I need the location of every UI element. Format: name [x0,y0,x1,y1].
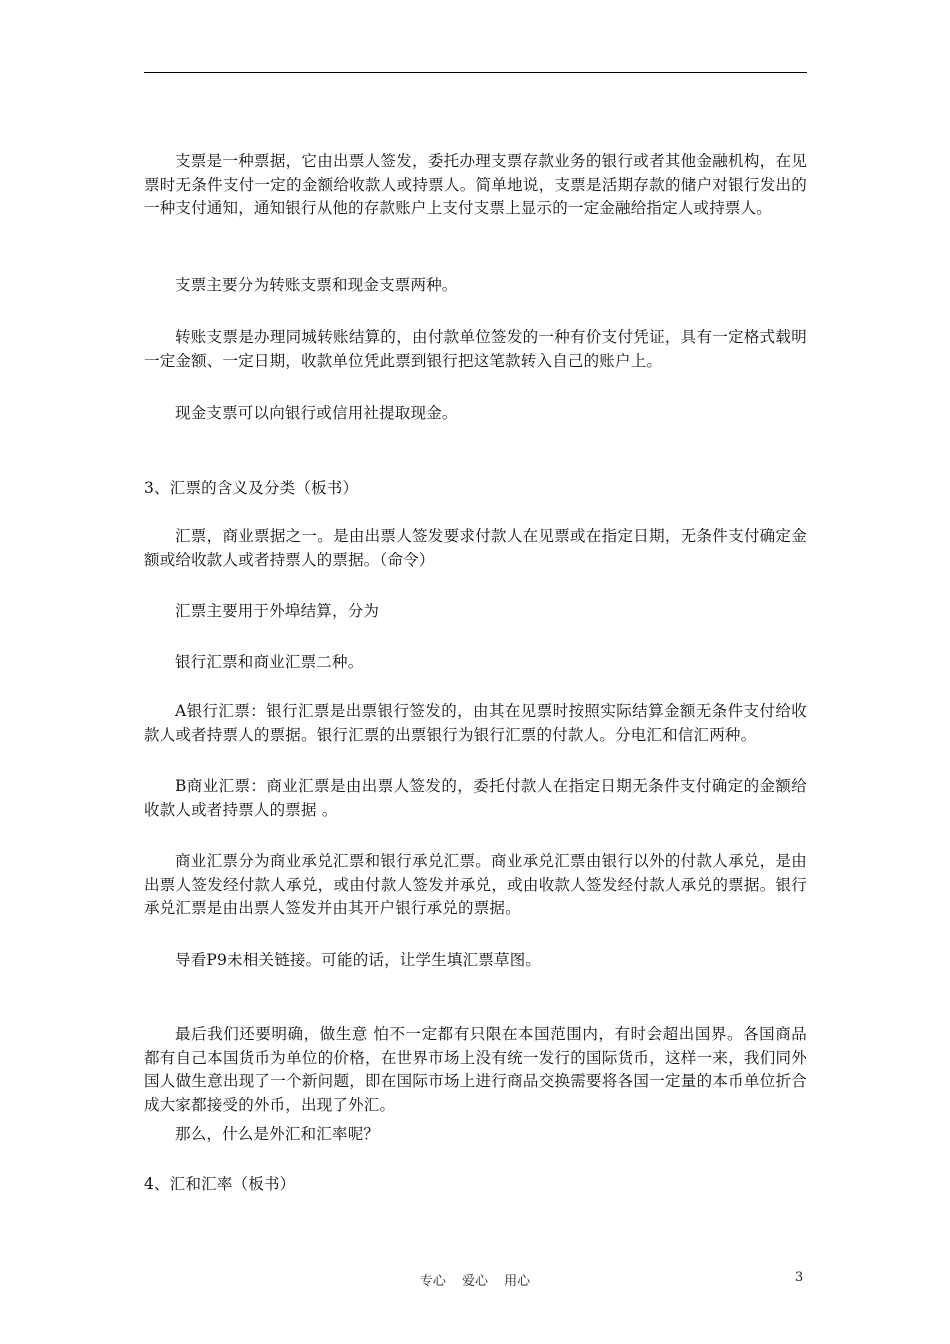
paragraph-commercial-draft: B商业汇票：商业汇票是由出票人签发的，委托付款人在指定日期无条件支付确定的金额给收款人或者持票人的票据 。 [144,777,807,819]
paragraph-draft-definition: 汇票，商业票据之一。是由出票人签发要求付款人在见票或在指定日期，无条件支付确定金额或给收款人或者持票人的票据。（命令） [144,527,807,569]
paragraph-guide-p9: 导看P9未相关链接。可能的话，让学生填汇票草图。 [175,951,542,969]
paragraph-cheque-types: 支票主要分为转账支票和现金支票两种。 [175,276,458,294]
paragraph-bank-draft: A银行汇票：银行汇票是出票银行签发的，由其在见票时按照实际结算金额无条件支付给收款人或者持票人的票据。银行汇票的出票银行为银行汇票的付款人。分电汇和信汇两种。 [144,702,807,744]
page-number: 3 [795,1270,804,1285]
paragraph-cheque-definition: 支票是一种票据，它由出票人签发，委托办理支票存款业务的银行或者其他金融机构，在见票时无条件支付一定的金额给收款人或持票人。简单地说，支票是活期存款的储户对银行发出的一种支付通知，通知银行从他的存款账户上支付支票上显示的一定金融给指定人或持票人。 [144,152,807,217]
paragraph-cash-cheque: 现金支票可以向银行或信用社提取现金。 [175,404,458,422]
header-rule [144,72,807,73]
paragraph-draft-usage: 汇票主要用于外埠结算，分为 [175,602,380,620]
footer-motto: 专心 爱心 用心 [419,1274,531,1289]
section-heading-draft: 3、汇票的含义及分类（板书） [144,479,359,497]
section-heading-exchange-rate: 4、汇和汇率（板书） [144,1175,296,1193]
paragraph-question: 那么，什么是外汇和汇率呢？ [175,1125,380,1143]
paragraph-draft-kinds: 银行汇票和商业汇票二种。 [175,653,364,671]
paragraph-acceptance-types: 商业汇票分为商业承兑汇票和银行承兑汇票。商业承兑汇票由银行以外的付款人承兑，是由出票人签发经付款人承兑，或由付款人签发并承兑，或由收款人签发经付款人承兑的票据。银行承兑汇票是由出票人签发并由其开户银行承兑的票据。 [144,852,807,917]
paragraph-transfer-cheque: 转账支票是办理同城转账结算的，由付款单位签发的一种有价支付凭证，具有一定格式载明一定金额、一定日期，收款单位凭此票到银行把这笔款转入自己的账户上。 [144,328,807,370]
paragraph-foreign-exchange: 最后我们还要明确，做生意 怕不一定都有只限在本国范围内，有时会超出国界。各国商品都有自己本国货币为单位的价格，在世界市场上没有统一发行的国际货币，这样一来，我们同外国人做生意出现了一个新问题，即在国际市场上进行商品交换需要将各国一定量的本币单位折合成大家都接受的外币，出现了外汇。 [144,1025,807,1114]
